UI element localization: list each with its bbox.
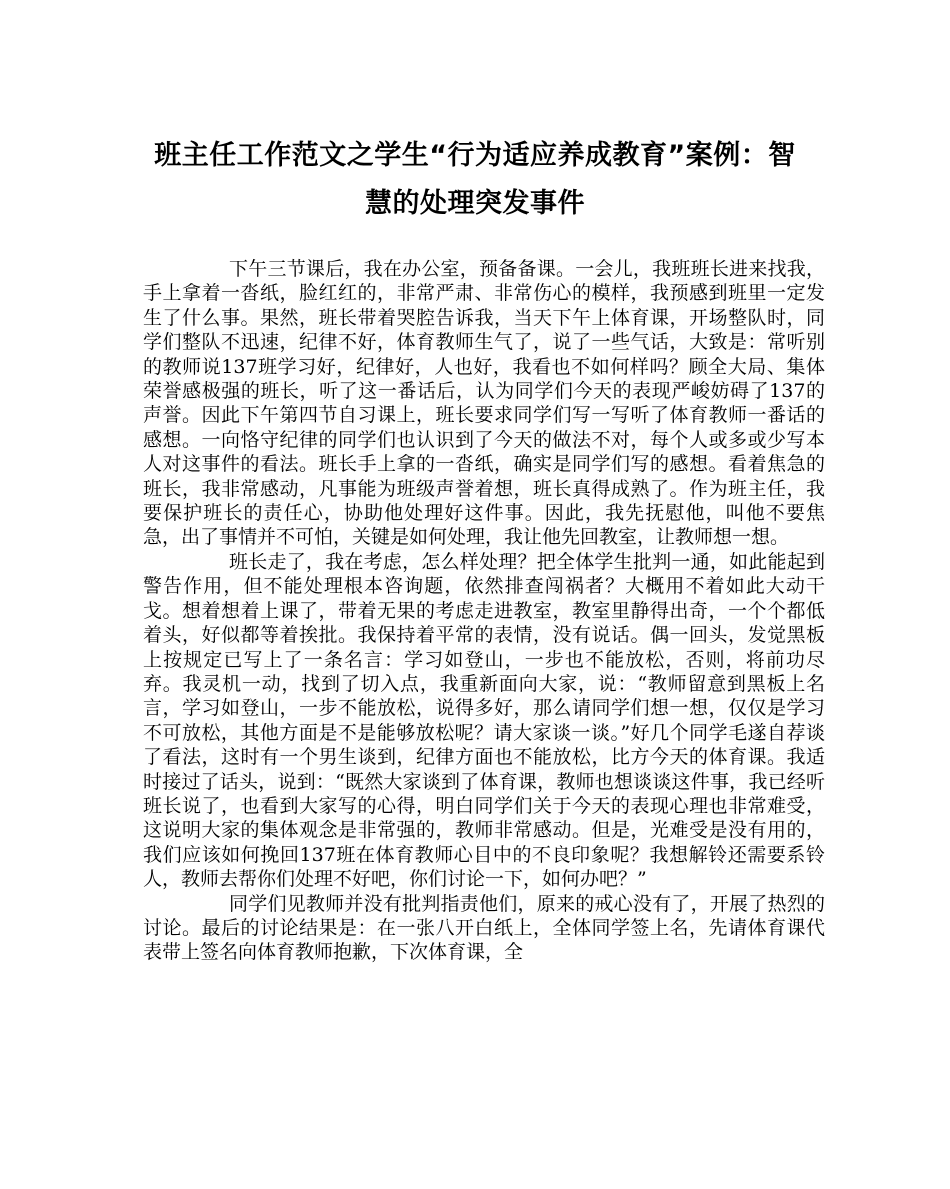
- title-line-2: 慧的处理突发事件: [365, 188, 585, 219]
- paragraph-1: 下午三节课后，我在办公室，预备备课。一会儿，我班班长进来找我，手上拿着一沓纸，脸红红的，非常严肃、非常伤心的模样，我预感到班里一定发生了什么事。果然，班长带着哭腔告诉我，当天下午上体育课，开场整队时，同学们整队不迅速，纪律不好，体育教师生气了，说了一些气话，大致是：常听别的教师说137班学习好，纪律好，人也好，我看也不如何样吗？顾全大局、集体荣誉感极强的班长，听了这一番话后，认为同学们今天的表现严峻妨碍了137的声誉。因此下午第四节自习课上，班长要求同学们写一写听了体育教师一番话的感想。一向恪守纪律的同学们也认识到了今天的做法不对，每个人或多或少写本人对这事件的看法。班长手上拿的一沓纸，确实是同学们写的感想。看着焦急的班长，我非常感动，凡事能为班级声誉着想，班长真得成熟了。作为班主任，我要保护班长的责任心，协助他处理好这件事。因此，我先抚慰他，叫他不要焦急，出了事情并不可怕，关键是如何处理，我让他先回教室，让教师想一想。: [143, 258, 825, 549]
- document-title: [130, 132, 820, 228]
- document-body: [143, 257, 825, 965]
- paragraph-2: 班长走了，我在考虑，怎么样处理？把全体学生批判一通，如此能起到警告作用，但不能处理根本咨询题，依然排查闯祸者？大概用不着如此大动干戈。想着想着上课了，带着无果的考虑走进教室，教室里静得出奇，一个个都低着头，好似都等着挨批。我保持着平常的表情，没有说话。偶一回头，发觉黑板上按规定已写上了一条名言：学习如登山，一步也不能放松，否则，将前功尽弃。我灵机一动，找到了切入点，我重新面向大家，说：“教师留意到黑板上名言，学习如登山，一步不能放松，说得多好，那么请同学们想一想，仅仅是学习不可放松，其他方面是不是能够放松呢？请大家谈一谈。”好几个同学毛遂自荐谈了看法，这时有一个男生谈到，纪律方面也不能放松，比方今天的体育课。我适时接过了话头，说到：“既然大家谈到了体育课，教师也想谈谈这件事，我已经听班长说了，也看到大家写的心得，明白同学们关于今天的表现心理也非常难受，这说明大家的集体观念是非常强的，教师非常感动。但是，光难受是没有用的，我们应该如何挽回137班在体育教师心目中的不良印象呢？我想解铃还需要系铃人，教师去帮你们处理不好吧，你们讨论一下，如何办吧？”: [143, 550, 825, 891]
- title-line-1: 班主任工作范文之学生“行为适应养成教育”案例：智: [154, 140, 796, 171]
- paragraph-3: 同学们见教师并没有批判指责他们，原来的戒心没有了，开展了热烈的讨论。最后的讨论结果是：在一张八开白纸上，全体同学签上名，先请体育课代表带上签名向体育教师抱歉，下次体育课，全: [143, 892, 825, 964]
